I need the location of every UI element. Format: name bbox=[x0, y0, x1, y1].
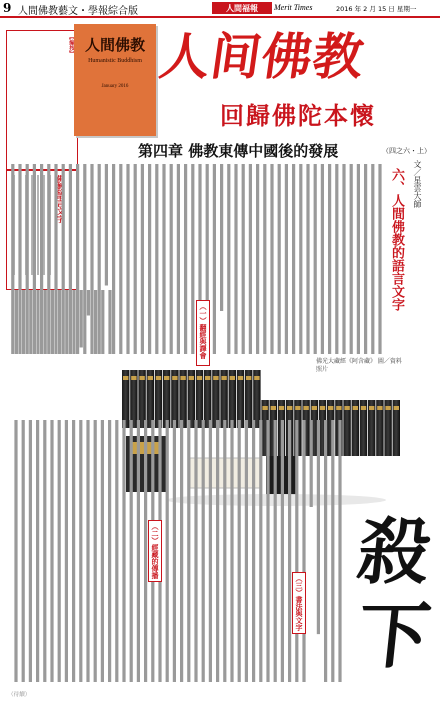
section-three-heading: （三）書法與文字 bbox=[292, 572, 306, 634]
chapter-part: （四之六・上） bbox=[382, 147, 431, 155]
book-spine-label bbox=[213, 376, 218, 380]
newspaper-latin-name: Merit Times bbox=[274, 3, 313, 12]
book-spine-label bbox=[295, 406, 300, 410]
book-spine-label bbox=[197, 376, 202, 380]
editor-tag: 【編按】 bbox=[68, 34, 74, 57]
book-spine-label bbox=[262, 406, 267, 410]
section-label: 人間佛教藝文・學報綜合版 bbox=[18, 6, 138, 17]
lower-body-text bbox=[8, 420, 348, 688]
article-subtitle: 回歸佛陀本懷 bbox=[220, 101, 376, 130]
brush-char-2: 下 bbox=[353, 593, 435, 678]
photo-caption: 佛光大藏經《阿含藏》 圖／資料照片 bbox=[316, 358, 402, 373]
section-one-heading: （一）翻經與譯會 bbox=[196, 300, 210, 366]
book-spine-label bbox=[328, 406, 333, 410]
book-spine-label bbox=[303, 406, 308, 410]
book-spine-label bbox=[353, 406, 358, 410]
book-spine-label bbox=[271, 406, 276, 410]
page-number: 9 bbox=[3, 1, 12, 15]
book-spine-label bbox=[394, 406, 399, 410]
book-spine-label bbox=[238, 376, 243, 380]
brush-char-1: 殺 bbox=[353, 509, 435, 594]
section-two-heading: （二）經藏的傳播 bbox=[148, 520, 162, 582]
chapter-title: 第四章 佛教東傳中國後的發展 bbox=[138, 142, 339, 160]
book-spine-label bbox=[156, 376, 161, 380]
book-spine-label bbox=[205, 376, 210, 380]
book-spine-label bbox=[312, 406, 317, 410]
book-cover-subtitle: Humanistic Buddhism bbox=[88, 58, 142, 64]
section-six-heading: 六、人間佛教的語言文字 bbox=[389, 168, 404, 311]
book-spine-label bbox=[336, 406, 341, 410]
book-spine-label bbox=[139, 376, 144, 380]
book-spine-label bbox=[369, 406, 374, 410]
book-cover-image bbox=[74, 24, 156, 136]
book-spine-label bbox=[254, 376, 259, 380]
left-body-text bbox=[8, 290, 118, 360]
continued-note: （待續） bbox=[8, 692, 31, 698]
brush-calligraphy bbox=[352, 510, 436, 700]
book-spine-label bbox=[131, 376, 136, 380]
book-spine-label bbox=[344, 406, 349, 410]
editor-note bbox=[6, 30, 78, 170]
book-spine-label bbox=[123, 376, 128, 380]
book-spine-label bbox=[164, 376, 169, 380]
book-spine-label bbox=[172, 376, 177, 380]
issue-date: 2016 年 2 月 15 日 星期一 bbox=[336, 5, 417, 13]
book-spine-label bbox=[221, 376, 226, 380]
book-spine-label bbox=[320, 406, 325, 410]
masthead-calligraphy: 人间佛教 bbox=[155, 27, 369, 86]
book-spine-label bbox=[361, 406, 366, 410]
book-cover-issue: January 2016 bbox=[101, 84, 129, 89]
book-spine-label bbox=[246, 376, 251, 380]
book-cover-title: 人間佛教 bbox=[84, 36, 145, 54]
book-spine-label bbox=[377, 406, 382, 410]
book-spine-label bbox=[279, 406, 284, 410]
book-spine-label bbox=[385, 406, 390, 410]
author-byline: 文／星雲大師 bbox=[413, 160, 422, 208]
newspaper-logo: 人間福報 bbox=[212, 2, 272, 14]
page-header bbox=[0, 0, 440, 18]
book-spine-label bbox=[230, 376, 235, 380]
book-spine-label bbox=[189, 376, 194, 380]
book-spine-label bbox=[287, 406, 292, 410]
book-spine-label bbox=[148, 376, 153, 380]
side-box-heading: 佛教語言文字 bbox=[56, 175, 65, 223]
book-spine-label bbox=[180, 376, 185, 380]
